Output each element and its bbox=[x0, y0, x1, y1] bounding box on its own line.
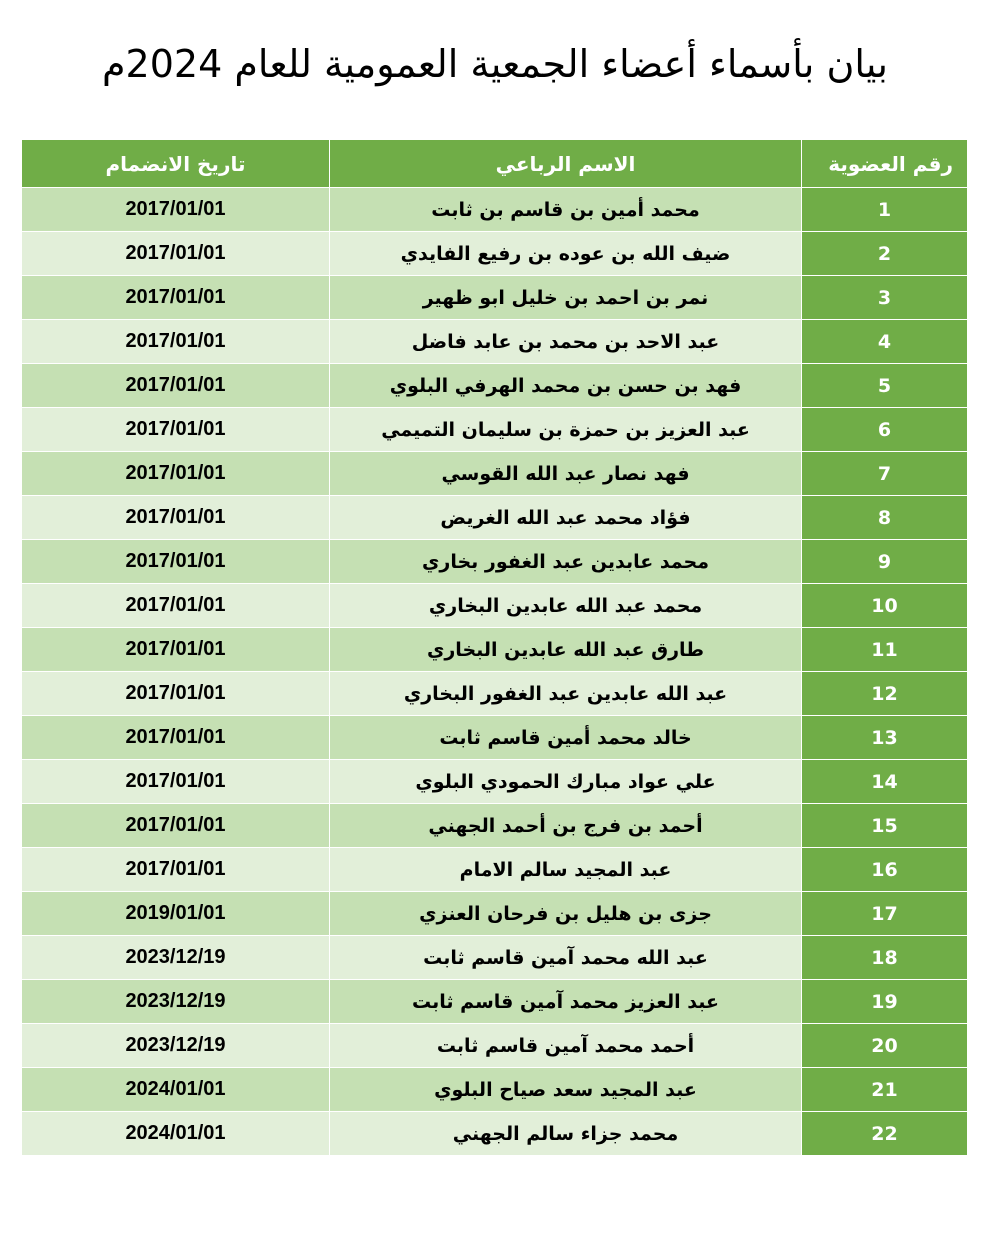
join-date-cell: 2017/01/01 bbox=[22, 188, 330, 232]
table-row bbox=[22, 760, 968, 804]
join-date-cell: 2017/01/01 bbox=[22, 848, 330, 892]
member-name-cell: عبد المجيد سعد صياح البلوي bbox=[330, 1068, 802, 1112]
member-name-cell: عبد العزيز محمد آمين قاسم ثابت bbox=[330, 980, 802, 1024]
table-row bbox=[22, 936, 968, 980]
member-name-cell: خالد محمد أمين قاسم ثابت bbox=[330, 716, 802, 760]
member-name-cell: فهد نصار عبد الله القوسي bbox=[330, 452, 802, 496]
membership-number-cell: 21 bbox=[802, 1068, 968, 1112]
member-name-cell: نمر بن احمد بن خليل ابو ظهير bbox=[330, 276, 802, 320]
membership-number-cell: 1 bbox=[802, 188, 968, 232]
join-date-cell: 2019/01/01 bbox=[22, 892, 330, 936]
member-name-cell: محمد أمين بن قاسم بن ثابت bbox=[330, 188, 802, 232]
header-full-name: الاسم الرباعي bbox=[330, 140, 802, 188]
join-date-cell: 2017/01/01 bbox=[22, 408, 330, 452]
table-row bbox=[22, 1024, 968, 1068]
member-name-cell: عبد الاحد بن محمد بن عابد فاضل bbox=[330, 320, 802, 364]
members-table bbox=[21, 139, 968, 1156]
membership-number-cell: 7 bbox=[802, 452, 968, 496]
table-header bbox=[22, 140, 968, 188]
member-name-cell: عبد الله محمد آمين قاسم ثابت bbox=[330, 936, 802, 980]
membership-number-cell: 17 bbox=[802, 892, 968, 936]
member-name-cell: طارق عبد الله عابدين البخاري bbox=[330, 628, 802, 672]
membership-number-cell: 12 bbox=[802, 672, 968, 716]
membership-number-cell: 22 bbox=[802, 1112, 968, 1156]
membership-number-cell: 6 bbox=[802, 408, 968, 452]
member-name-cell: محمد عابدين عبد الغفور بخاري bbox=[330, 540, 802, 584]
join-date-cell: 2017/01/01 bbox=[22, 760, 330, 804]
membership-number-cell: 15 bbox=[802, 804, 968, 848]
membership-number-cell: 10 bbox=[802, 584, 968, 628]
table-row bbox=[22, 232, 968, 276]
membership-number-cell: 14 bbox=[802, 760, 968, 804]
membership-number-cell: 18 bbox=[802, 936, 968, 980]
table-row bbox=[22, 276, 968, 320]
join-date-cell: 2017/01/01 bbox=[22, 496, 330, 540]
join-date-cell: 2017/01/01 bbox=[22, 540, 330, 584]
join-date-cell: 2017/01/01 bbox=[22, 628, 330, 672]
join-date-cell: 2017/01/01 bbox=[22, 320, 330, 364]
member-name-cell: فهد بن حسن بن محمد الهرفي البلوي bbox=[330, 364, 802, 408]
table-row bbox=[22, 628, 968, 672]
table-row bbox=[22, 1068, 968, 1112]
member-name-cell: عبد الله عابدين عبد الغفور البخاري bbox=[330, 672, 802, 716]
join-date-cell: 2017/01/01 bbox=[22, 452, 330, 496]
table-row bbox=[22, 1112, 968, 1156]
member-name-cell: علي عواد مبارك الحمودي البلوي bbox=[330, 760, 802, 804]
member-name-cell: ضيف الله بن عوده بن رفيع الفايدي bbox=[330, 232, 802, 276]
join-date-cell: 2023/12/19 bbox=[22, 1024, 330, 1068]
table-row bbox=[22, 980, 968, 1024]
membership-number-cell: 8 bbox=[802, 496, 968, 540]
join-date-cell: 2017/01/01 bbox=[22, 584, 330, 628]
member-name-cell: جزى بن هليل بن فرحان العنزي bbox=[330, 892, 802, 936]
join-date-cell: 2024/01/01 bbox=[22, 1112, 330, 1156]
member-name-cell: محمد عبد الله عابدين البخاري bbox=[330, 584, 802, 628]
join-date-cell: 2017/01/01 bbox=[22, 276, 330, 320]
table-row bbox=[22, 804, 968, 848]
table-row bbox=[22, 716, 968, 760]
table-row bbox=[22, 452, 968, 496]
join-date-cell: 2023/12/19 bbox=[22, 980, 330, 1024]
join-date-cell: 2017/01/01 bbox=[22, 672, 330, 716]
membership-number-cell: 5 bbox=[802, 364, 968, 408]
table-row bbox=[22, 672, 968, 716]
membership-number-cell: 19 bbox=[802, 980, 968, 1024]
member-name-cell: عبد المجيد سالم الامام bbox=[330, 848, 802, 892]
table-row bbox=[22, 496, 968, 540]
membership-number-cell: 16 bbox=[802, 848, 968, 892]
table-row bbox=[22, 540, 968, 584]
table-row bbox=[22, 584, 968, 628]
header-join-date: تاريخ الانضمام bbox=[22, 140, 330, 188]
join-date-cell: 2017/01/01 bbox=[22, 804, 330, 848]
header-membership-number: رقم العضوية bbox=[802, 140, 968, 188]
table-row bbox=[22, 848, 968, 892]
join-date-cell: 2017/01/01 bbox=[22, 364, 330, 408]
member-name-cell: أحمد بن فرج بن أحمد الجهني bbox=[330, 804, 802, 848]
table-row bbox=[22, 364, 968, 408]
membership-number-cell: 2 bbox=[802, 232, 968, 276]
join-date-cell: 2017/01/01 bbox=[22, 716, 330, 760]
membership-number-cell: 13 bbox=[802, 716, 968, 760]
join-date-cell: 2024/01/01 bbox=[22, 1068, 330, 1112]
membership-number-cell: 9 bbox=[802, 540, 968, 584]
table-row bbox=[22, 320, 968, 364]
table-body bbox=[22, 188, 968, 1156]
member-name-cell: عبد العزيز بن حمزة بن سليمان التميمي bbox=[330, 408, 802, 452]
member-name-cell: أحمد محمد آمين قاسم ثابت bbox=[330, 1024, 802, 1068]
member-name-cell: فؤاد محمد عبد الله الغريض bbox=[330, 496, 802, 540]
membership-number-cell: 11 bbox=[802, 628, 968, 672]
membership-number-cell: 4 bbox=[802, 320, 968, 364]
join-date-cell: 2017/01/01 bbox=[22, 232, 330, 276]
membership-number-cell: 20 bbox=[802, 1024, 968, 1068]
membership-number-cell: 3 bbox=[802, 276, 968, 320]
table-row bbox=[22, 188, 968, 232]
header-row bbox=[22, 140, 968, 188]
member-name-cell: محمد جزاء سالم الجهني bbox=[330, 1112, 802, 1156]
join-date-cell: 2023/12/19 bbox=[22, 936, 330, 980]
page-title: بيان بأسماء أعضاء الجمعية العمومية للعام 2024م bbox=[102, 42, 888, 86]
table-row bbox=[22, 892, 968, 936]
table-row bbox=[22, 408, 968, 452]
